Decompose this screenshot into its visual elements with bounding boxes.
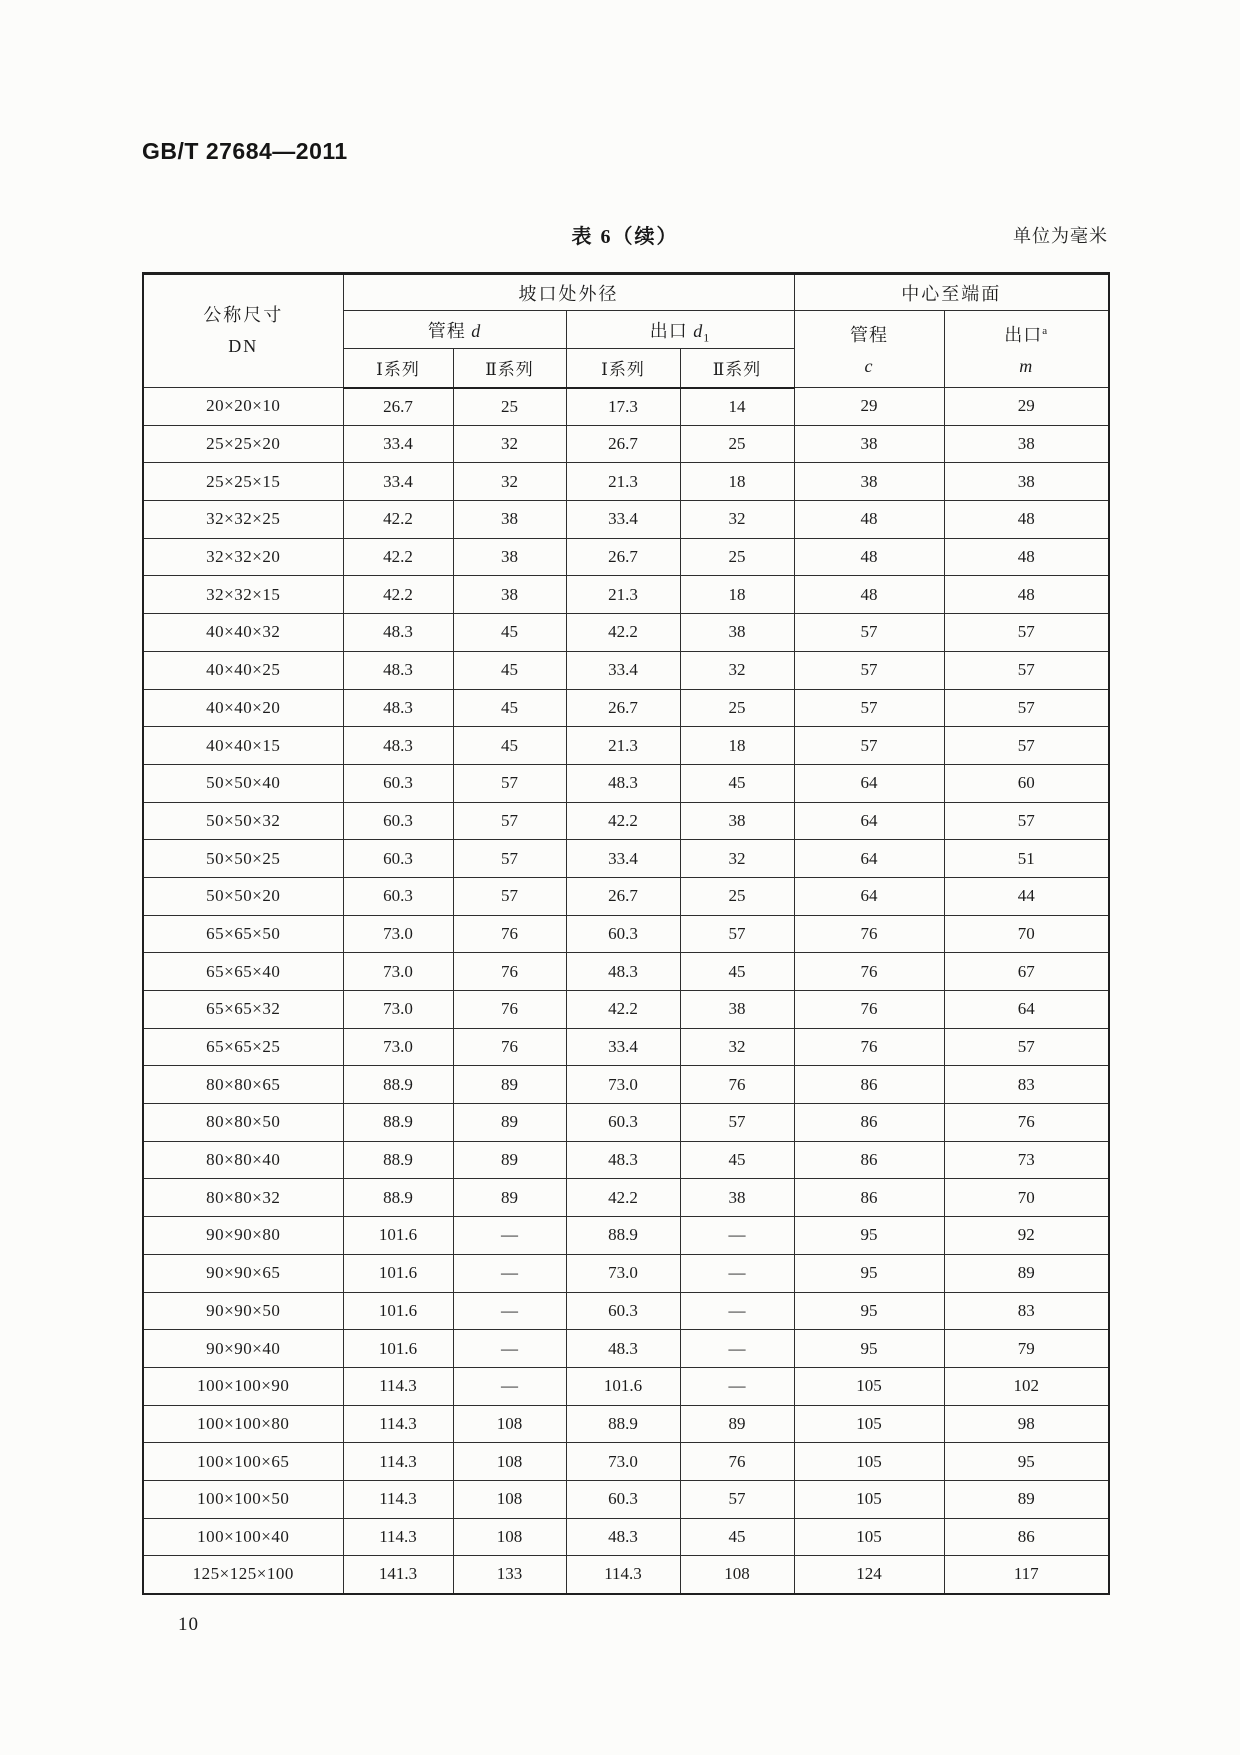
table-row (143, 727, 1109, 765)
value-cell: 64 (794, 877, 944, 915)
dn-cell: 100×100×40 (143, 1518, 343, 1556)
value-cell: 70 (944, 915, 1109, 953)
value-cell: 64 (944, 991, 1109, 1029)
value-cell: 101.6 (343, 1254, 453, 1292)
table-row (143, 1254, 1109, 1292)
table-row (143, 538, 1109, 576)
value-cell: 114.3 (343, 1480, 453, 1518)
value-cell: 73 (944, 1141, 1109, 1179)
value-cell: 86 (794, 1141, 944, 1179)
value-cell: 76 (944, 1104, 1109, 1142)
value-cell: 57 (680, 915, 794, 953)
value-cell: 38 (794, 425, 944, 463)
value-cell: 114.3 (566, 1556, 680, 1594)
value-cell: 18 (680, 463, 794, 501)
header-series-2-run: Ⅱ系列 (453, 349, 566, 388)
dn-cell: 65×65×40 (143, 953, 343, 991)
value-cell: 88.9 (343, 1141, 453, 1179)
table-row (143, 1028, 1109, 1066)
value-cell: 21.3 (566, 727, 680, 765)
value-cell: 42.2 (566, 1179, 680, 1217)
table-row (143, 1104, 1109, 1142)
value-cell: 60.3 (566, 1104, 680, 1142)
value-cell: 114.3 (343, 1367, 453, 1405)
value-cell: 95 (794, 1292, 944, 1330)
value-cell: 60.3 (566, 915, 680, 953)
value-cell: 18 (680, 576, 794, 614)
value-cell: 89 (453, 1066, 566, 1104)
value-cell: 98 (944, 1405, 1109, 1443)
header-outlet-d1-symbol: d (693, 320, 704, 341)
dn-cell: 100×100×80 (143, 1405, 343, 1443)
value-cell: 48.3 (343, 651, 453, 689)
value-cell: 133 (453, 1556, 566, 1594)
value-cell: 38 (680, 802, 794, 840)
value-cell: 21.3 (566, 576, 680, 614)
value-cell: 60.3 (343, 877, 453, 915)
table-row (143, 877, 1109, 915)
value-cell: 89 (453, 1179, 566, 1217)
dn-cell: 25×25×20 (143, 425, 343, 463)
value-cell: 60.3 (343, 802, 453, 840)
value-cell: 95 (794, 1254, 944, 1292)
units-label: 单位为毫米 (1013, 226, 1108, 246)
value-cell: 64 (794, 764, 944, 802)
dn-cell: 65×65×32 (143, 991, 343, 1029)
table-row (143, 689, 1109, 727)
value-cell: 57 (944, 727, 1109, 765)
table-row (143, 1518, 1109, 1556)
header-outlet-d1-label: 出口 (649, 320, 688, 341)
value-cell: 17.3 (566, 388, 680, 426)
dn-cell: 25×25×15 (143, 463, 343, 501)
value-cell: 32 (680, 840, 794, 878)
value-cell: 83 (944, 1292, 1109, 1330)
value-cell: 105 (794, 1367, 944, 1405)
table-row (143, 764, 1109, 802)
table-row (143, 840, 1109, 878)
value-cell: 44 (944, 877, 1109, 915)
value-cell: 48.3 (566, 1518, 680, 1556)
header-run-d-symbol: d (471, 320, 482, 341)
value-cell: 57 (453, 764, 566, 802)
standard-number: GB/T 27684—2011 (142, 138, 348, 164)
value-cell: 57 (453, 802, 566, 840)
value-cell: 42.2 (566, 991, 680, 1029)
value-cell: 48.3 (566, 764, 680, 802)
value-cell: 57 (453, 840, 566, 878)
dn-cell: 40×40×32 (143, 614, 343, 652)
table-row (143, 614, 1109, 652)
header-series-1-run: Ⅰ系列 (343, 349, 453, 388)
value-cell: 57 (944, 651, 1109, 689)
value-cell: 101.6 (343, 1330, 453, 1368)
value-cell: 38 (794, 463, 944, 501)
table-row (143, 1330, 1109, 1368)
dn-cell: 32×32×20 (143, 538, 343, 576)
value-cell: 26.7 (566, 538, 680, 576)
value-cell: 45 (680, 764, 794, 802)
value-cell: 73.0 (566, 1443, 680, 1481)
value-cell: 57 (944, 614, 1109, 652)
value-cell: 73.0 (343, 953, 453, 991)
table-row (143, 1179, 1109, 1217)
dn-cell: 50×50×32 (143, 802, 343, 840)
value-cell: 48 (944, 576, 1109, 614)
value-cell: 73.0 (343, 915, 453, 953)
header-run-c (794, 311, 944, 388)
value-cell: 26.7 (566, 877, 680, 915)
value-cell: 25 (680, 538, 794, 576)
value-cell: 88.9 (566, 1217, 680, 1255)
header-groove-outer-diameter: 坡口处外径 (343, 274, 794, 311)
dn-cell: 100×100×65 (143, 1443, 343, 1481)
value-cell: 48.3 (566, 953, 680, 991)
header-run-c-symbol: c (864, 356, 874, 376)
value-cell: 101.6 (343, 1217, 453, 1255)
value-cell: 48 (944, 501, 1109, 539)
value-cell: 33.4 (566, 501, 680, 539)
value-cell: 32 (680, 1028, 794, 1066)
value-cell: 38 (944, 463, 1109, 501)
value-cell: 48.3 (343, 727, 453, 765)
header-run-d-label: 管程 (427, 320, 466, 341)
value-cell: 57 (944, 802, 1109, 840)
dn-cell: 50×50×40 (143, 764, 343, 802)
value-cell: 57 (680, 1480, 794, 1518)
value-cell: 57 (944, 689, 1109, 727)
value-cell: 89 (944, 1480, 1109, 1518)
value-cell: 57 (453, 877, 566, 915)
value-cell: 21.3 (566, 463, 680, 501)
value-cell: 48.3 (566, 1330, 680, 1368)
table-row (143, 1405, 1109, 1443)
dn-cell: 100×100×50 (143, 1480, 343, 1518)
value-cell: 38 (680, 991, 794, 1029)
value-cell: 76 (794, 915, 944, 953)
header-nominal-size-label: 公称尺寸 (203, 305, 284, 326)
value-cell: 48.3 (566, 1141, 680, 1179)
value-cell: 45 (453, 689, 566, 727)
value-cell: 26.7 (566, 425, 680, 463)
value-cell: 70 (944, 1179, 1109, 1217)
value-cell: 42.2 (343, 501, 453, 539)
dn-cell: 32×32×15 (143, 576, 343, 614)
value-cell: 114.3 (343, 1518, 453, 1556)
value-cell: 92 (944, 1217, 1109, 1255)
value-cell: 33.4 (566, 1028, 680, 1066)
table-row (143, 651, 1109, 689)
value-cell: 29 (794, 388, 944, 426)
value-cell: 101.6 (343, 1292, 453, 1330)
table-row (143, 463, 1109, 501)
value-cell: 38 (453, 538, 566, 576)
value-cell: 73.0 (343, 991, 453, 1029)
table-row (143, 1443, 1109, 1481)
value-cell: 73.0 (566, 1254, 680, 1292)
value-cell: 95 (944, 1443, 1109, 1481)
value-cell: 108 (453, 1480, 566, 1518)
value-cell: 89 (453, 1141, 566, 1179)
table-header (143, 274, 1109, 388)
value-cell: 48.3 (343, 614, 453, 652)
value-cell: 102 (944, 1367, 1109, 1405)
value-cell: 57 (944, 1028, 1109, 1066)
value-cell: 45 (453, 651, 566, 689)
table-row (143, 991, 1109, 1029)
value-cell: 57 (794, 727, 944, 765)
dn-cell: 80×80×50 (143, 1104, 343, 1142)
value-cell: — (453, 1217, 566, 1255)
value-cell: 105 (794, 1443, 944, 1481)
table-row (143, 425, 1109, 463)
value-cell: 105 (794, 1480, 944, 1518)
value-cell: 89 (680, 1405, 794, 1443)
dimension-table (142, 272, 1110, 1595)
value-cell: 14 (680, 388, 794, 426)
page-number: 10 (178, 1614, 199, 1635)
value-cell: 108 (453, 1518, 566, 1556)
table-row (143, 388, 1109, 426)
value-cell: 48 (794, 576, 944, 614)
dn-cell: 90×90×65 (143, 1254, 343, 1292)
dn-cell: 32×32×25 (143, 501, 343, 539)
value-cell: 101.6 (566, 1367, 680, 1405)
header-outlet-m-symbol: m (1019, 356, 1034, 376)
value-cell: 86 (794, 1179, 944, 1217)
value-cell: 33.4 (343, 425, 453, 463)
value-cell: 88.9 (343, 1179, 453, 1217)
dn-cell: 125×125×100 (143, 1556, 343, 1594)
value-cell: 76 (680, 1443, 794, 1481)
value-cell: 60 (944, 764, 1109, 802)
value-cell: 57 (794, 651, 944, 689)
value-cell: 108 (453, 1443, 566, 1481)
table-row (143, 1141, 1109, 1179)
table-row (143, 953, 1109, 991)
dn-cell: 40×40×25 (143, 651, 343, 689)
dn-cell: 80×80×65 (143, 1066, 343, 1104)
value-cell: 26.7 (343, 388, 453, 426)
header-outlet-d1-subscript: 1 (703, 330, 711, 345)
value-cell: 42.2 (343, 538, 453, 576)
value-cell: 42.2 (566, 614, 680, 652)
table-title: 表 6（续） (571, 226, 679, 248)
header-outlet-d1 (566, 311, 794, 349)
value-cell: 38 (680, 1179, 794, 1217)
value-cell: 45 (680, 1141, 794, 1179)
value-cell: 117 (944, 1556, 1109, 1594)
value-cell: 86 (794, 1066, 944, 1104)
value-cell: 33.4 (566, 651, 680, 689)
dn-cell: 90×90×50 (143, 1292, 343, 1330)
header-center-to-end: 中心至端面 (794, 274, 1109, 311)
value-cell: 76 (453, 1028, 566, 1066)
value-cell: 60.3 (566, 1292, 680, 1330)
dn-cell: 65×65×50 (143, 915, 343, 953)
header-series-2-outlet: Ⅱ系列 (680, 349, 794, 388)
dn-cell: 50×50×25 (143, 840, 343, 878)
dn-cell: 80×80×32 (143, 1179, 343, 1217)
value-cell: 73.0 (343, 1028, 453, 1066)
table-row (143, 1217, 1109, 1255)
value-cell: — (453, 1292, 566, 1330)
value-cell: 29 (944, 388, 1109, 426)
value-cell: 67 (944, 953, 1109, 991)
value-cell: 32 (680, 501, 794, 539)
table-row (143, 576, 1109, 614)
value-cell: 88.9 (343, 1066, 453, 1104)
value-cell: 60.3 (566, 1480, 680, 1518)
dn-cell: 40×40×15 (143, 727, 343, 765)
value-cell: 114.3 (343, 1405, 453, 1443)
value-cell: 25 (680, 689, 794, 727)
value-cell: 76 (453, 991, 566, 1029)
value-cell: 89 (944, 1254, 1109, 1292)
value-cell: 76 (794, 1028, 944, 1066)
value-cell: 83 (944, 1066, 1109, 1104)
value-cell: — (453, 1367, 566, 1405)
value-cell: 76 (794, 991, 944, 1029)
dn-cell: 100×100×90 (143, 1367, 343, 1405)
value-cell: 48.3 (343, 689, 453, 727)
value-cell: 45 (680, 953, 794, 991)
header-series-1-outlet: Ⅰ系列 (566, 349, 680, 388)
value-cell: 79 (944, 1330, 1109, 1368)
value-cell: 76 (794, 953, 944, 991)
value-cell: 38 (453, 576, 566, 614)
header-nominal-size (143, 274, 343, 388)
value-cell: 38 (453, 501, 566, 539)
value-cell: 45 (453, 614, 566, 652)
value-cell: 32 (453, 463, 566, 501)
dn-cell: 90×90×80 (143, 1217, 343, 1255)
value-cell: 95 (794, 1330, 944, 1368)
value-cell: 95 (794, 1217, 944, 1255)
dn-cell: 90×90×40 (143, 1330, 343, 1368)
table-row (143, 1480, 1109, 1518)
value-cell: — (680, 1217, 794, 1255)
value-cell: 25 (680, 877, 794, 915)
value-cell: — (680, 1292, 794, 1330)
value-cell: 76 (453, 953, 566, 991)
value-cell: — (680, 1367, 794, 1405)
table-row (143, 1066, 1109, 1104)
value-cell: 57 (794, 689, 944, 727)
value-cell: 25 (453, 388, 566, 426)
table-row (143, 1367, 1109, 1405)
value-cell: 48 (944, 538, 1109, 576)
value-cell: — (680, 1330, 794, 1368)
value-cell: 57 (794, 614, 944, 652)
value-cell: 38 (944, 425, 1109, 463)
table-body (143, 388, 1109, 1594)
value-cell: 38 (680, 614, 794, 652)
table-row (143, 501, 1109, 539)
value-cell: 108 (680, 1556, 794, 1594)
table-row (143, 1556, 1109, 1594)
value-cell: 32 (680, 651, 794, 689)
header-run-d (343, 311, 566, 349)
value-cell: 48 (794, 538, 944, 576)
value-cell: 89 (453, 1104, 566, 1142)
dn-cell: 65×65×25 (143, 1028, 343, 1066)
value-cell: 73.0 (566, 1066, 680, 1104)
table-row (143, 802, 1109, 840)
value-cell: 32 (453, 425, 566, 463)
value-cell: 60.3 (343, 764, 453, 802)
value-cell: — (453, 1254, 566, 1292)
value-cell: 33.4 (343, 463, 453, 501)
value-cell: 42.2 (566, 802, 680, 840)
value-cell: 51 (944, 840, 1109, 878)
value-cell: — (680, 1254, 794, 1292)
value-cell: 86 (944, 1518, 1109, 1556)
table-row (143, 1292, 1109, 1330)
value-cell: 86 (794, 1104, 944, 1142)
value-cell: 88.9 (343, 1104, 453, 1142)
dn-cell: 50×50×20 (143, 877, 343, 915)
header-nominal-size-symbol: DN (228, 336, 259, 356)
value-cell: 124 (794, 1556, 944, 1594)
value-cell: 105 (794, 1518, 944, 1556)
value-cell: 76 (680, 1066, 794, 1104)
value-cell: 108 (453, 1405, 566, 1443)
value-cell: 25 (680, 425, 794, 463)
value-cell: — (453, 1330, 566, 1368)
footnote-a-marker: a (1042, 325, 1049, 337)
dn-cell: 40×40×20 (143, 689, 343, 727)
value-cell: 105 (794, 1405, 944, 1443)
value-cell: 26.7 (566, 689, 680, 727)
value-cell: 57 (680, 1104, 794, 1142)
table-row (143, 915, 1109, 953)
value-cell: 48 (794, 501, 944, 539)
value-cell: 33.4 (566, 840, 680, 878)
value-cell: 76 (453, 915, 566, 953)
value-cell: 64 (794, 802, 944, 840)
header-outlet-m-label: 出口 (1004, 325, 1043, 345)
value-cell: 45 (453, 727, 566, 765)
value-cell: 60.3 (343, 840, 453, 878)
dn-cell: 80×80×40 (143, 1141, 343, 1179)
dn-cell: 20×20×10 (143, 388, 343, 426)
value-cell: 114.3 (343, 1443, 453, 1481)
value-cell: 64 (794, 840, 944, 878)
value-cell: 88.9 (566, 1405, 680, 1443)
value-cell: 42.2 (343, 576, 453, 614)
value-cell: 141.3 (343, 1556, 453, 1594)
header-outlet-m (944, 311, 1109, 388)
value-cell: 18 (680, 727, 794, 765)
value-cell: 45 (680, 1518, 794, 1556)
header-run-c-label: 管程 (850, 325, 888, 345)
